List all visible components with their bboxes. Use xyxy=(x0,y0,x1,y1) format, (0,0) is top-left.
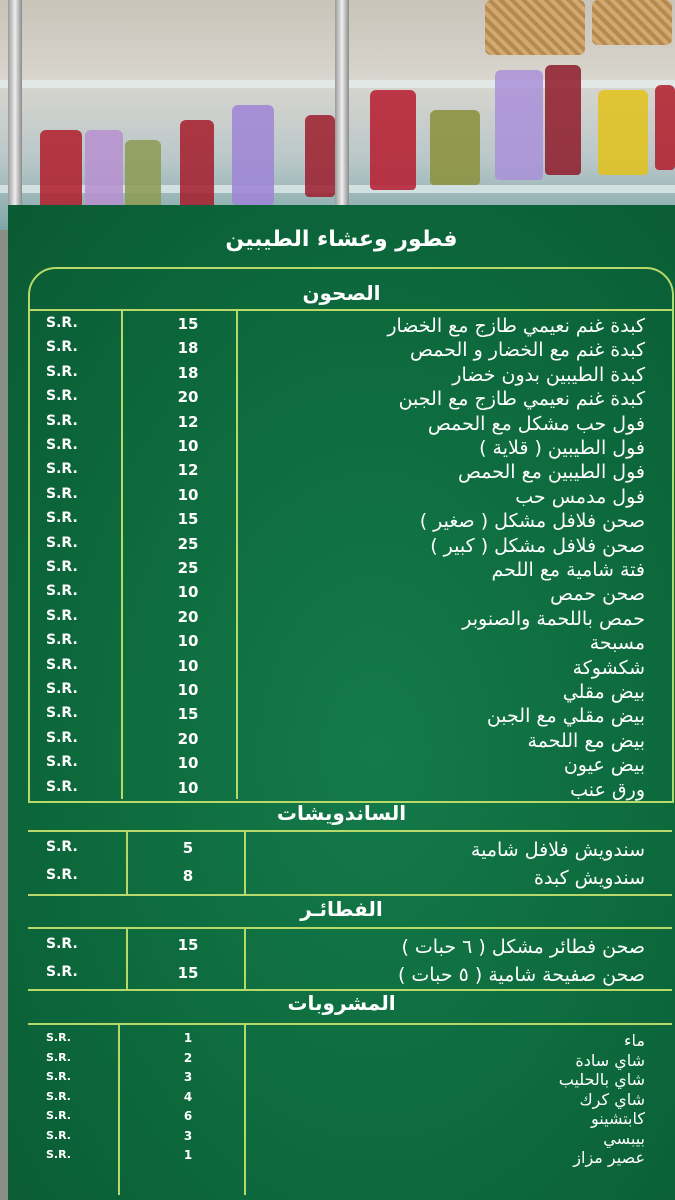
currency-label: S.R. xyxy=(46,1109,71,1122)
menu-title: فطور وعشاء الطيبين xyxy=(225,227,458,252)
section-divider xyxy=(28,830,672,832)
menu-item-row xyxy=(8,681,675,705)
item-name: حمص باللحمة والصنوبر xyxy=(462,607,645,630)
menu-item-row xyxy=(8,461,675,485)
item-price: 3 xyxy=(183,1070,193,1084)
section-title-drinks: المشروبات xyxy=(287,991,396,1015)
currency-label: S.R. xyxy=(46,681,78,697)
item-name: بيض عيون xyxy=(563,754,645,777)
jar xyxy=(598,90,648,175)
item-name: كبدة غنم نعيمي طازج مع الجبن xyxy=(398,388,645,411)
currency-label: S.R. xyxy=(46,437,78,453)
item-price: 20 xyxy=(177,607,199,626)
menu-item-row xyxy=(8,486,675,510)
jar xyxy=(85,130,123,212)
menu-item-row xyxy=(8,583,675,607)
item-name: كبدة غنم نعيمي طازج مع الخضار xyxy=(387,315,645,337)
item-price: 15 xyxy=(177,705,199,724)
item-name: كبدة الطيبين بدون خضار xyxy=(452,363,645,386)
currency-label: S.R. xyxy=(46,388,78,405)
currency-label: S.R. xyxy=(46,339,78,356)
currency-label: S.R. xyxy=(46,559,78,575)
section-divider xyxy=(28,894,672,896)
item-name: كابتشينو xyxy=(591,1109,645,1128)
currency-label: S.R. xyxy=(46,412,78,429)
jar xyxy=(495,70,543,180)
item-price: 10 xyxy=(177,632,199,651)
item-price: 5 xyxy=(182,839,194,857)
menu-item-row xyxy=(8,867,675,891)
item-name: شكشوكة xyxy=(572,656,645,679)
jar xyxy=(305,115,335,197)
item-price: 20 xyxy=(177,388,199,407)
menu-item-row xyxy=(8,364,675,388)
basket xyxy=(485,0,585,55)
item-price: 10 xyxy=(177,485,199,504)
menu-item-row xyxy=(8,1148,675,1172)
item-name: مسبحة xyxy=(589,632,645,655)
item-name: صحن صفيحة شامية ( ٥ حبات ) xyxy=(397,964,645,986)
item-name: صحن فطائر مشكل ( ٦ حبات ) xyxy=(401,936,645,958)
item-name: شاي سادة xyxy=(575,1050,645,1070)
item-price: 12 xyxy=(177,412,199,431)
jar xyxy=(545,65,581,175)
item-name: صحن حمص xyxy=(550,583,645,606)
jar xyxy=(370,90,416,190)
item-price: 10 xyxy=(177,778,199,797)
jar xyxy=(232,105,274,205)
currency-label: S.R. xyxy=(46,754,78,771)
currency-label: S.R. xyxy=(46,729,78,746)
item-name: فول حب مشكل مع الحمص xyxy=(427,412,645,435)
item-name: بيبسي xyxy=(603,1128,645,1148)
jar xyxy=(180,120,214,210)
currency-label: S.R. xyxy=(46,632,78,649)
menu-item-row xyxy=(8,437,675,461)
item-price: 3 xyxy=(183,1128,193,1143)
item-name: فول مدمس حب xyxy=(515,485,645,508)
basket xyxy=(592,0,672,45)
item-price: 15 xyxy=(177,964,199,982)
background-shelf-scene xyxy=(0,0,675,230)
jar xyxy=(40,130,82,212)
item-price: 10 xyxy=(177,583,199,602)
currency-label: S.R. xyxy=(46,315,78,331)
item-name: شاي كرك xyxy=(579,1089,645,1109)
currency-label: S.R. xyxy=(46,534,78,551)
item-price: 20 xyxy=(177,729,199,748)
item-price: 1 xyxy=(183,1148,193,1162)
currency-label: S.R. xyxy=(46,461,78,478)
currency-label: S.R. xyxy=(46,705,78,722)
menu-item-row xyxy=(8,559,675,583)
item-price: 8 xyxy=(182,867,194,885)
item-name: صحن فلافل مشكل ( صغير ) xyxy=(419,510,645,533)
menu-item-row xyxy=(8,730,675,754)
item-price: 6 xyxy=(183,1109,193,1123)
menu-item-row xyxy=(8,315,675,339)
item-price: 18 xyxy=(177,339,199,358)
item-name: سندويش فلافل شامية xyxy=(470,839,645,861)
menu-item-row xyxy=(8,839,675,863)
currency-label: S.R. xyxy=(46,607,78,624)
item-price: 10 xyxy=(177,754,199,773)
currency-label: S.R. xyxy=(46,1148,71,1161)
item-price: 10 xyxy=(177,437,199,455)
menu-item-row xyxy=(8,705,675,729)
menu-item-row xyxy=(8,413,675,437)
section-title-plates: الصحون xyxy=(302,281,381,305)
metal-pole xyxy=(335,0,349,230)
item-name: ماء xyxy=(624,1031,645,1050)
currency-label: S.R. xyxy=(46,510,78,527)
item-name: عصير مزاز xyxy=(573,1148,645,1167)
item-name: فول الطيبين مع الحمص xyxy=(457,461,645,484)
menu-item-row xyxy=(8,388,675,412)
item-price: 15 xyxy=(177,936,199,954)
currency-label: S.R. xyxy=(46,1031,71,1044)
currency-label: S.R. xyxy=(46,964,78,980)
item-price: 15 xyxy=(177,510,199,529)
item-name: بيض مع اللحمة xyxy=(527,729,645,752)
jar xyxy=(430,110,480,185)
menu-item-row xyxy=(8,608,675,632)
item-price: 15 xyxy=(177,315,199,333)
jar xyxy=(655,85,675,170)
item-price: 10 xyxy=(177,681,199,699)
item-price: 25 xyxy=(177,559,199,577)
item-name: سندويش كبدة xyxy=(533,867,645,889)
menu-item-row xyxy=(8,779,675,803)
item-price: 1 xyxy=(183,1031,193,1045)
item-name: فول الطيبين ( قلاية ) xyxy=(479,437,645,459)
currency-label: S.R. xyxy=(46,583,78,600)
menu-item-row xyxy=(8,964,675,988)
section-title-pies: الفطائـر xyxy=(300,897,383,921)
section-divider xyxy=(28,309,672,311)
menu-item-row xyxy=(8,754,675,778)
item-name: شاي بالحليب xyxy=(558,1070,645,1089)
item-name: بيض مقلي xyxy=(562,681,645,703)
item-price: 4 xyxy=(183,1089,193,1104)
item-price: 18 xyxy=(177,363,199,382)
section-divider xyxy=(28,927,672,929)
item-name: فتة شامية مع اللحم xyxy=(491,559,645,581)
item-price: 25 xyxy=(177,534,199,553)
item-name: صحن فلافل مشكل ( كبير ) xyxy=(430,534,645,557)
item-name: بيض مقلي مع الجبن xyxy=(486,705,645,728)
item-price: 2 xyxy=(183,1050,193,1065)
menu-item-row xyxy=(8,510,675,534)
jar xyxy=(125,140,161,210)
menu-board xyxy=(8,205,675,1200)
menu-item-row xyxy=(8,339,675,363)
currency-label: S.R. xyxy=(46,839,78,855)
menu-item-row xyxy=(8,535,675,559)
currency-label: S.R. xyxy=(46,1050,71,1064)
section-title-sandwiches: الساندويشات xyxy=(276,801,407,825)
currency-label: S.R. xyxy=(46,485,78,502)
item-name: كبدة غنم مع الخضار و الحمص xyxy=(409,339,645,362)
menu-item-row xyxy=(8,657,675,681)
currency-label: S.R. xyxy=(46,1128,71,1142)
currency-label: S.R. xyxy=(46,936,78,952)
currency-label: S.R. xyxy=(46,656,78,673)
currency-label: S.R. xyxy=(46,867,78,883)
currency-label: S.R. xyxy=(46,363,78,380)
currency-label: S.R. xyxy=(46,778,78,795)
item-price: 10 xyxy=(177,656,199,675)
currency-label: S.R. xyxy=(46,1089,71,1103)
currency-label: S.R. xyxy=(46,1070,71,1083)
menu-item-row xyxy=(8,632,675,656)
menu-item-row xyxy=(8,936,675,960)
metal-pole xyxy=(8,0,22,230)
item-name: ورق عنب xyxy=(570,778,645,801)
item-price: 12 xyxy=(177,461,199,480)
section-divider xyxy=(28,1023,672,1025)
